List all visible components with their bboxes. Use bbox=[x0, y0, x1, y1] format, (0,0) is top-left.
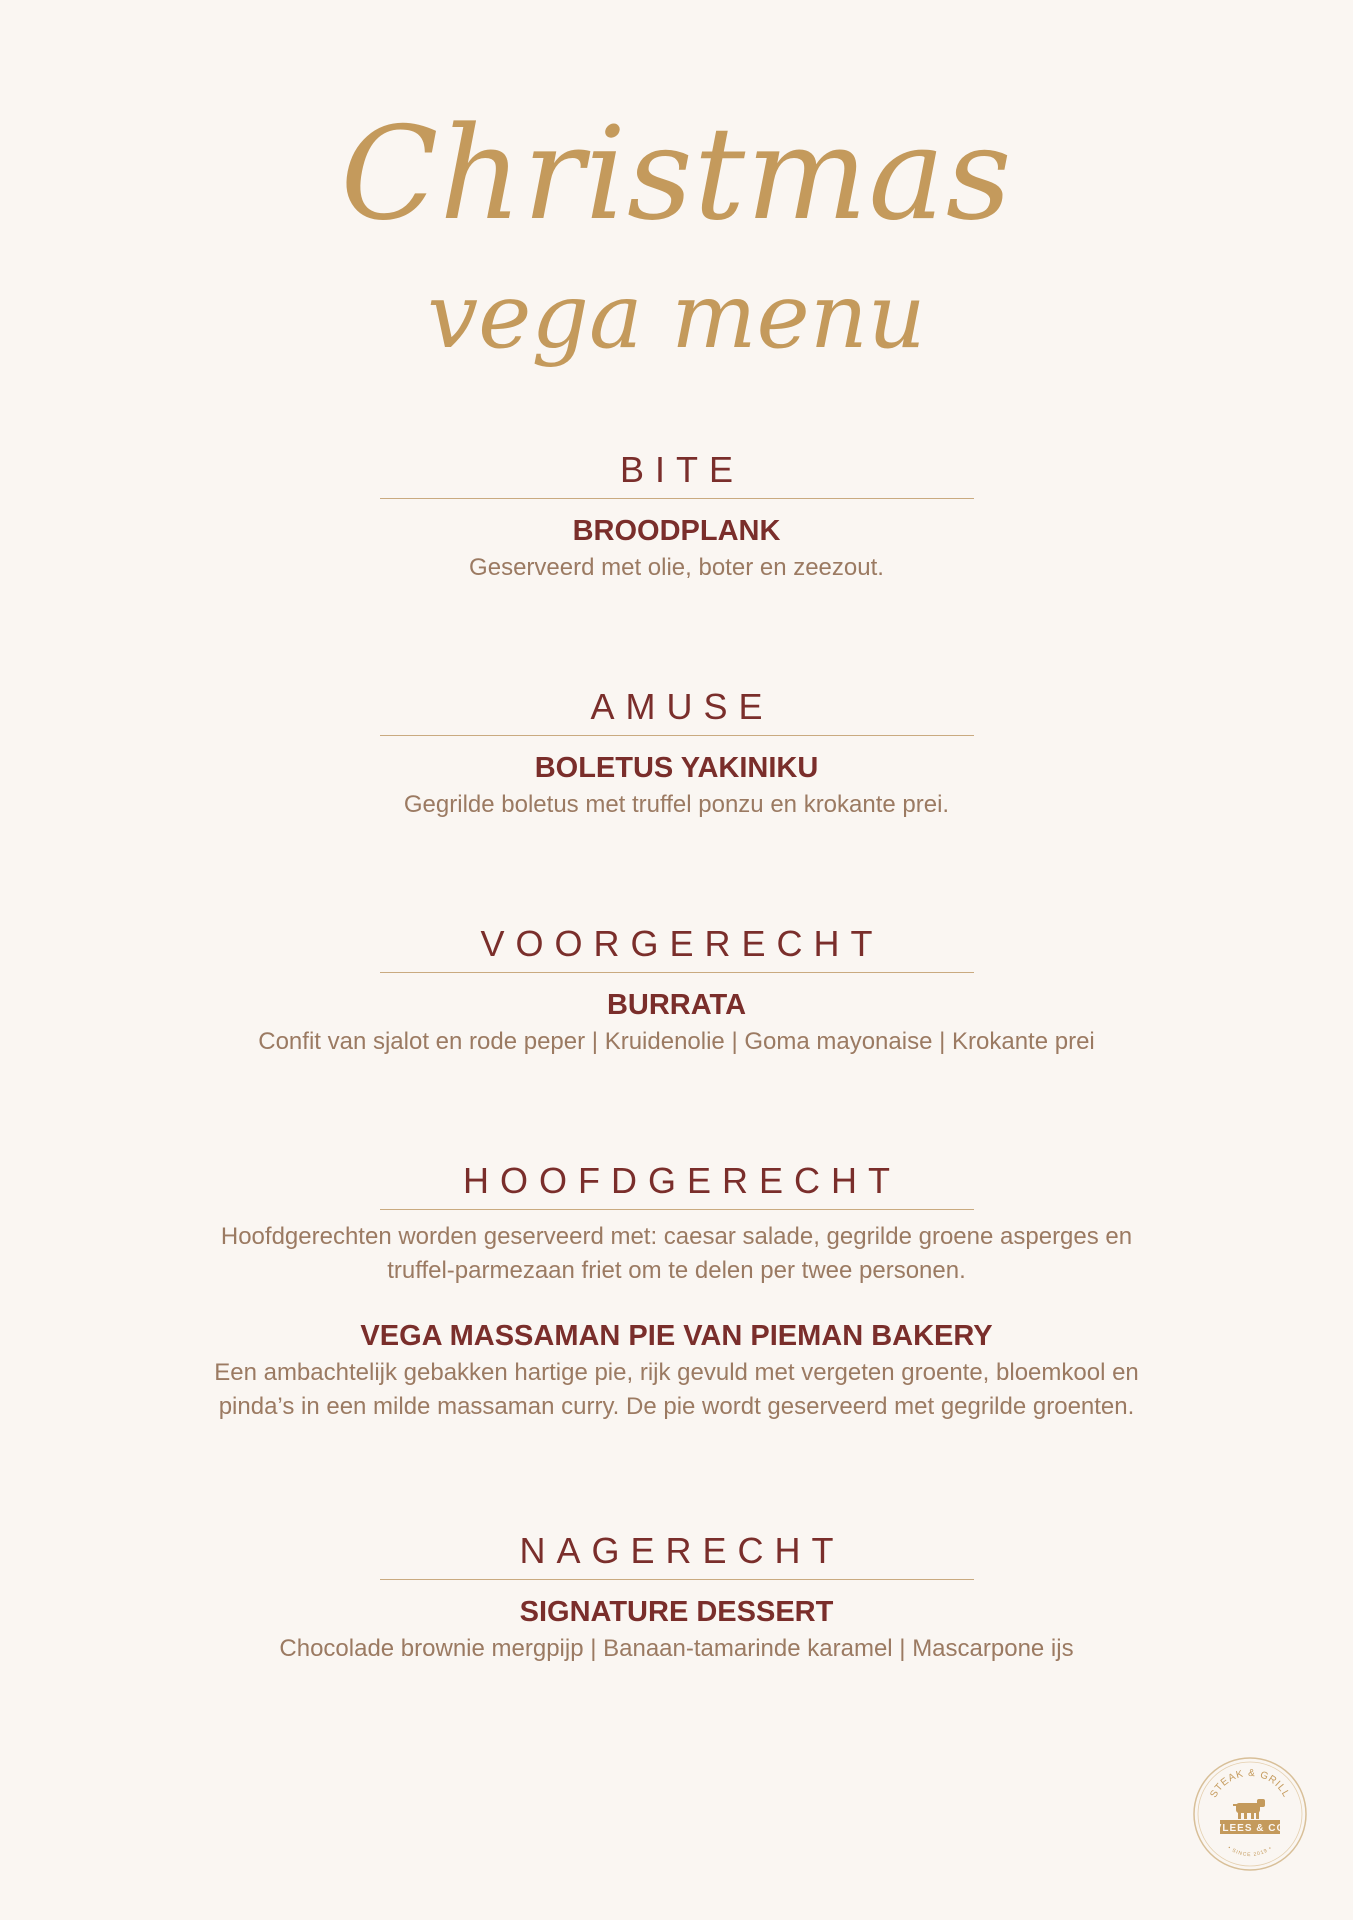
dish-description-line: pinda’s in een milde massaman curry. De pie wordt geserveerd met gegrilde groenten. bbox=[218, 1393, 1135, 1420]
dish-name: BURRATA bbox=[606, 989, 747, 1021]
section-divider bbox=[380, 735, 974, 736]
section-heading: AMUSE bbox=[590, 686, 774, 727]
section-hoofdgerecht bbox=[0, 1159, 1353, 1424]
menu-title-vega-menu: vega menu bbox=[427, 264, 926, 369]
dish-name: BROODPLANK bbox=[572, 515, 781, 547]
section-intro bbox=[0, 1220, 1353, 1288]
restaurant-logo bbox=[1192, 1756, 1308, 1872]
section-voorgerecht bbox=[0, 922, 1353, 1059]
svg-text:• SINCE 2019 • bbox=[1226, 1845, 1273, 1858]
section-heading: BITE bbox=[619, 449, 744, 490]
dish-description: Chocolade brownie mergpijp | Banaan-tamarinde karamel | Mascarpone ijs bbox=[279, 1635, 1074, 1662]
logo-bottom-text: • SINCE 2019 • bbox=[1226, 1845, 1274, 1859]
logo-top-text: STEAK & GRILL bbox=[1208, 1767, 1292, 1800]
section-intro-line: truffel-parmezaan friet om te delen per twee personen. bbox=[387, 1257, 966, 1284]
section-heading: NAGERECHT bbox=[519, 1530, 845, 1571]
section-heading: HOOFDGERECHT bbox=[463, 1160, 901, 1201]
section-intro-line: Hoofdgerechten worden geserveerd met: caesar salade, gegrilde groene asperges en bbox=[220, 1223, 1133, 1250]
section-divider bbox=[380, 1209, 974, 1210]
section-heading: VOORGERECHT bbox=[480, 923, 884, 964]
section-bite bbox=[0, 448, 1353, 585]
dish-description: Confit van sjalot en rode peper | Kruidenolie | Goma mayonaise | Krokante prei bbox=[258, 1028, 1095, 1055]
svg-text:STEAK & GRILL bbox=[1208, 1768, 1291, 1800]
menu-title-christmas: Christmas bbox=[340, 100, 1013, 249]
section-divider bbox=[380, 1579, 974, 1580]
section-amuse bbox=[0, 685, 1353, 822]
dish-description: Geserveerd met olie, boter en zeezout. bbox=[469, 554, 884, 581]
dish-description: Gegrilde boletus met truffel ponzu en krokante prei. bbox=[403, 791, 950, 818]
dish-name: SIGNATURE DESSERT bbox=[519, 1596, 834, 1628]
section-divider bbox=[380, 498, 974, 499]
dish-description-line: Een ambachtelijk gebakken hartige pie, rijk gevuld met vergeten groente, bloemkool en bbox=[214, 1359, 1139, 1386]
dish-name: VEGA MASSAMAN PIE VAN PIEMAN BAKERY bbox=[360, 1320, 993, 1352]
section-nagerecht bbox=[0, 1529, 1353, 1666]
logo-center-text: VLEES & CO bbox=[1214, 1823, 1286, 1834]
dish-description bbox=[0, 1356, 1353, 1424]
cow-icon bbox=[1233, 1799, 1265, 1819]
dish-name: BOLETUS YAKINIKU bbox=[534, 752, 819, 784]
section-divider bbox=[380, 972, 974, 973]
